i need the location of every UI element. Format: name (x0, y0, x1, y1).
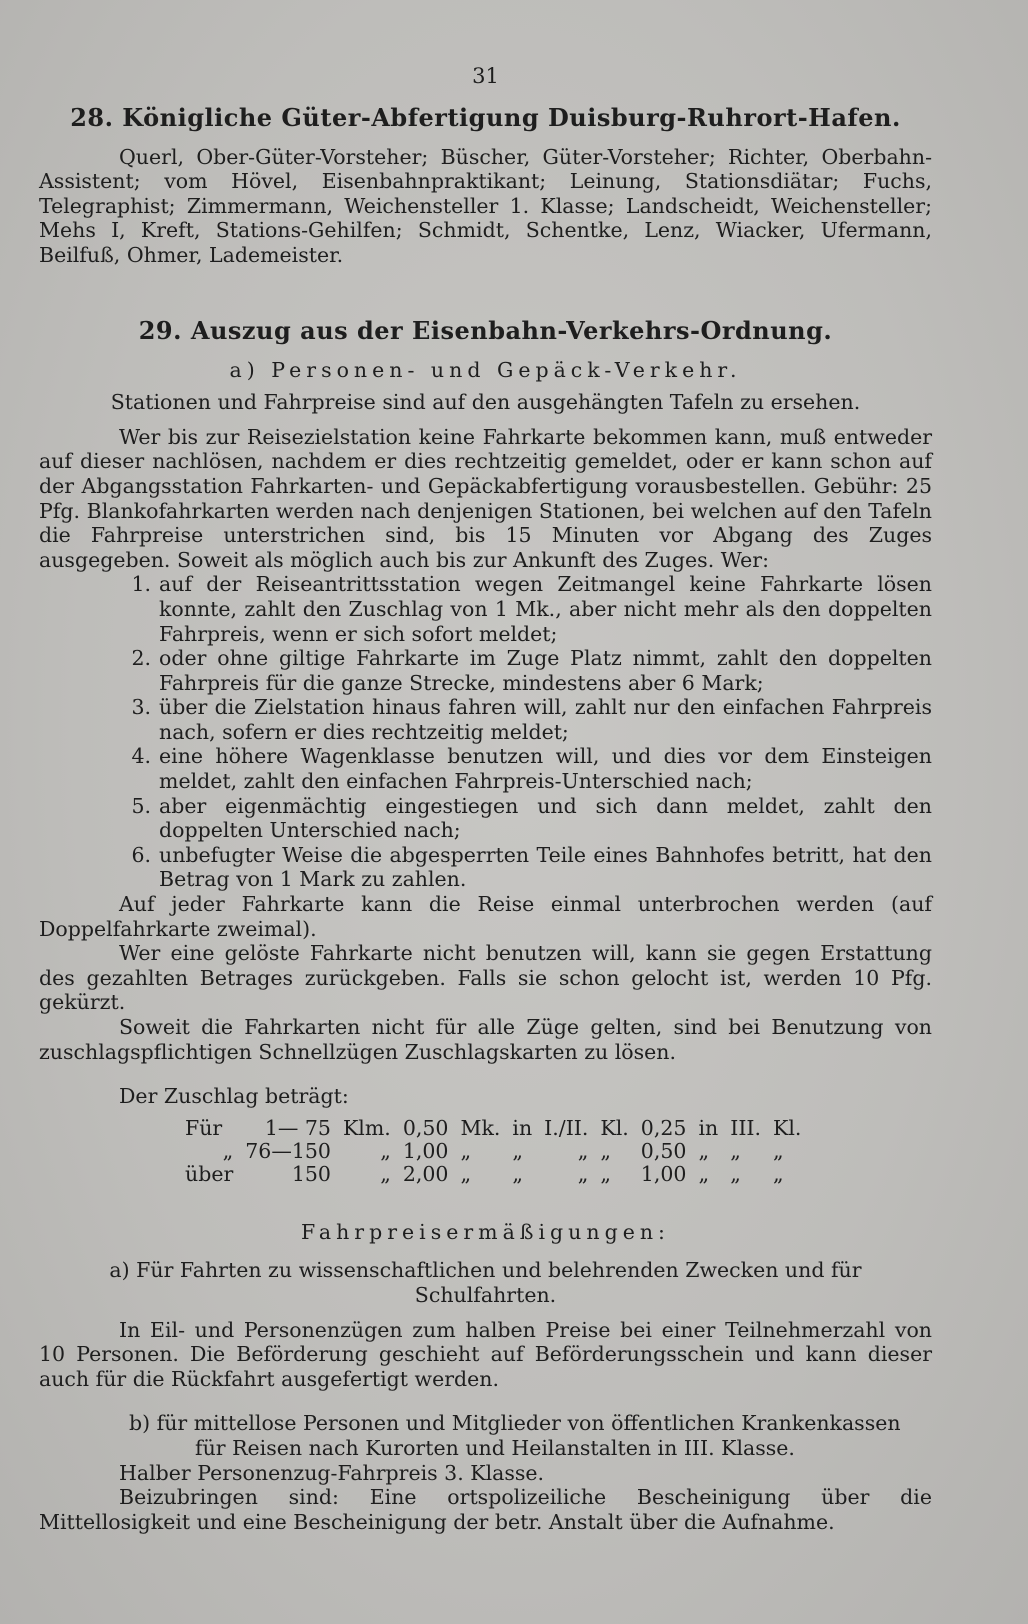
list-item: 3. über die Zielstation hinaus fahren will, zahlt nur den einfachen Fahrpreis nach, sofern er dies rechtzeitig meldet; (131, 695, 932, 744)
reductions-heading: Fahrpreisermäßigungen: (301, 1219, 670, 1244)
rules-list (39, 572, 932, 892)
reduction-a-text: In Eil- und Personenzügen zum halben Preise bei einer Teilnehmerzahl von 10 Personen. Die Beförderung geschieht auf Beförderungsschein und kann dieser auch für die Rückfahrt ausgefertigt werden. (39, 1317, 932, 1391)
page-content (39, 64, 932, 1534)
page-number: 31 (472, 64, 499, 88)
paragraph-interruption: Auf jeder Fahrkarte kann die Reise einmal unterbrochen werden (auf Doppelfahrkarte zweimal). (39, 892, 932, 941)
section-29-heading: 29. Auszug aus der Eisenbahn-Verkehrs-Ordnung. (138, 315, 833, 345)
table-row: über 150 „ 2,00 „ „ „ „ 1,00 „ „ „ (185, 1161, 784, 1186)
reduction-b-line-1: b) für mittellose Personen und Mitglieder von öffentlichen Krankenkassen (129, 1411, 901, 1436)
reduction-b-block (129, 1411, 932, 1460)
section-28-staff-list: Querl, Ober-Güter-Vorsteher; Büscher, Güter-Vorsteher; Richter, Oberbahn-Assistent; vom Hövel, Eisenbahnpraktikant; Leinung, Stationsdiätar; Fuchs, Telegraphist; Zimmermann, Weichensteller 1. Klasse; Landscheidt, Weichensteller; Mehs I, Kreft, Stations-Gehilfen; Schmidt, Schentke, Lenz, Wiacker, Ufermann, Beilfuß, Ohmer, Lademeister. (39, 144, 932, 267)
surcharge-table (179, 1117, 807, 1186)
list-item: 5. aber eigenmächtig eingestiegen und sich dann meldet, zahlt den doppelten Unterschied nach; (131, 793, 932, 843)
list-item: 4. eine höhere Wagenklasse benutzen will, und dies vor dem Einsteigen meldet, zahlt den einfachen Fahrpreis-Unterschied nach; (131, 744, 932, 794)
reduction-b-price: Halber Personenzug-Fahrpreis 3. Klasse. (119, 1460, 545, 1485)
reduction-a-heading: a) Für Fahrten zu wissenschaftlichen und belehrenden Zwecken und für Schulfahrten. (109, 1258, 862, 1307)
stations-note: Stationen und Fahrpreise sind auf den ausgehängten Tafeln zu ersehen. (110, 390, 861, 415)
table-row: „ 76—150 „ 1,00 „ „ „ „ 0,50 „ „ „ (222, 1138, 784, 1163)
reduction-b-documents: Beizubringen sind: Eine ortspolizeiliche Bescheinigung über die Mittellosigkeit und eine Bescheinigung der betr. Anstalt über die Aufnahme. (39, 1485, 932, 1534)
list-item: 6. unbefugter Weise die abgesperrten Teile eines Bahnhofes betritt, hat den Betrag von 1 Mark zu zahlen. (131, 842, 932, 892)
list-item: 2. oder ohne giltige Fahrkarte im Zuge Platz nimmt, zahlt den doppelten Fahrpreis für die ganze Strecke, mindestens aber 6 Mark; (131, 646, 932, 695)
section-28-heading: 28. Königliche Güter-Abfertigung Duisburg-Ruhrort-Hafen. (70, 102, 901, 132)
list-item: 1. auf der Reiseantrittsstation wegen Zeitmangel keine Fahrkarte lösen konnte, zahlt den Zuschlag von 1 Mk., aber nicht mehr als den doppelten Fahrpreis, wenn er sich sofort meldet; (131, 572, 932, 646)
subheading-passenger-luggage: a) Personen- und Gepäck-Verkehr. (229, 357, 742, 382)
surcharge-intro: Der Zuschlag beträgt: (119, 1084, 349, 1109)
table-row: Für 1— 75 Klm. 0,50 Mk. in I./II. Kl. 0,25 in III. Kl. (185, 1115, 802, 1140)
paragraph-express-surcharge: Soweit die Fahrkarten nicht für alle Züge gelten, sind bei Benutzung von zuschlagspflichtigen Schnellzügen Zuschlagskarten zu lösen. (39, 1015, 932, 1064)
reduction-b-line-2: für Reisen nach Kurorten und Heilanstalten in III. Klasse. (195, 1435, 795, 1460)
paragraph-ticket-purchase: Wer bis zur Reisezielstation keine Fahrkarte bekommen kann, muß entweder auf dieser nachlösen, nachdem er dies rechtzeitig gemeldet, oder er kann schon auf der Abgangsstation Fahrkarten- und Gepäckabfertigung vorausbestellen. Gebühr: 25 Pfg. Blankofahrkarten werden nach denjenigen Stationen, bei welchen auf den Tafeln die Fahrpreise unterstrichen sind, bis 15 Minuten vor Abgang des Zuges ausgegeben. Soweit als möglich auch bis zur Ankunft des Zuges. Wer: (39, 424, 932, 572)
paragraph-refund: Wer eine gelöste Fahrkarte nicht benutzen will, kann sie gegen Erstattung des gezahlten Betrages zurückgeben. Falls sie schon gelocht ist, werden 10 Pfg. gekürzt. (39, 941, 932, 1015)
